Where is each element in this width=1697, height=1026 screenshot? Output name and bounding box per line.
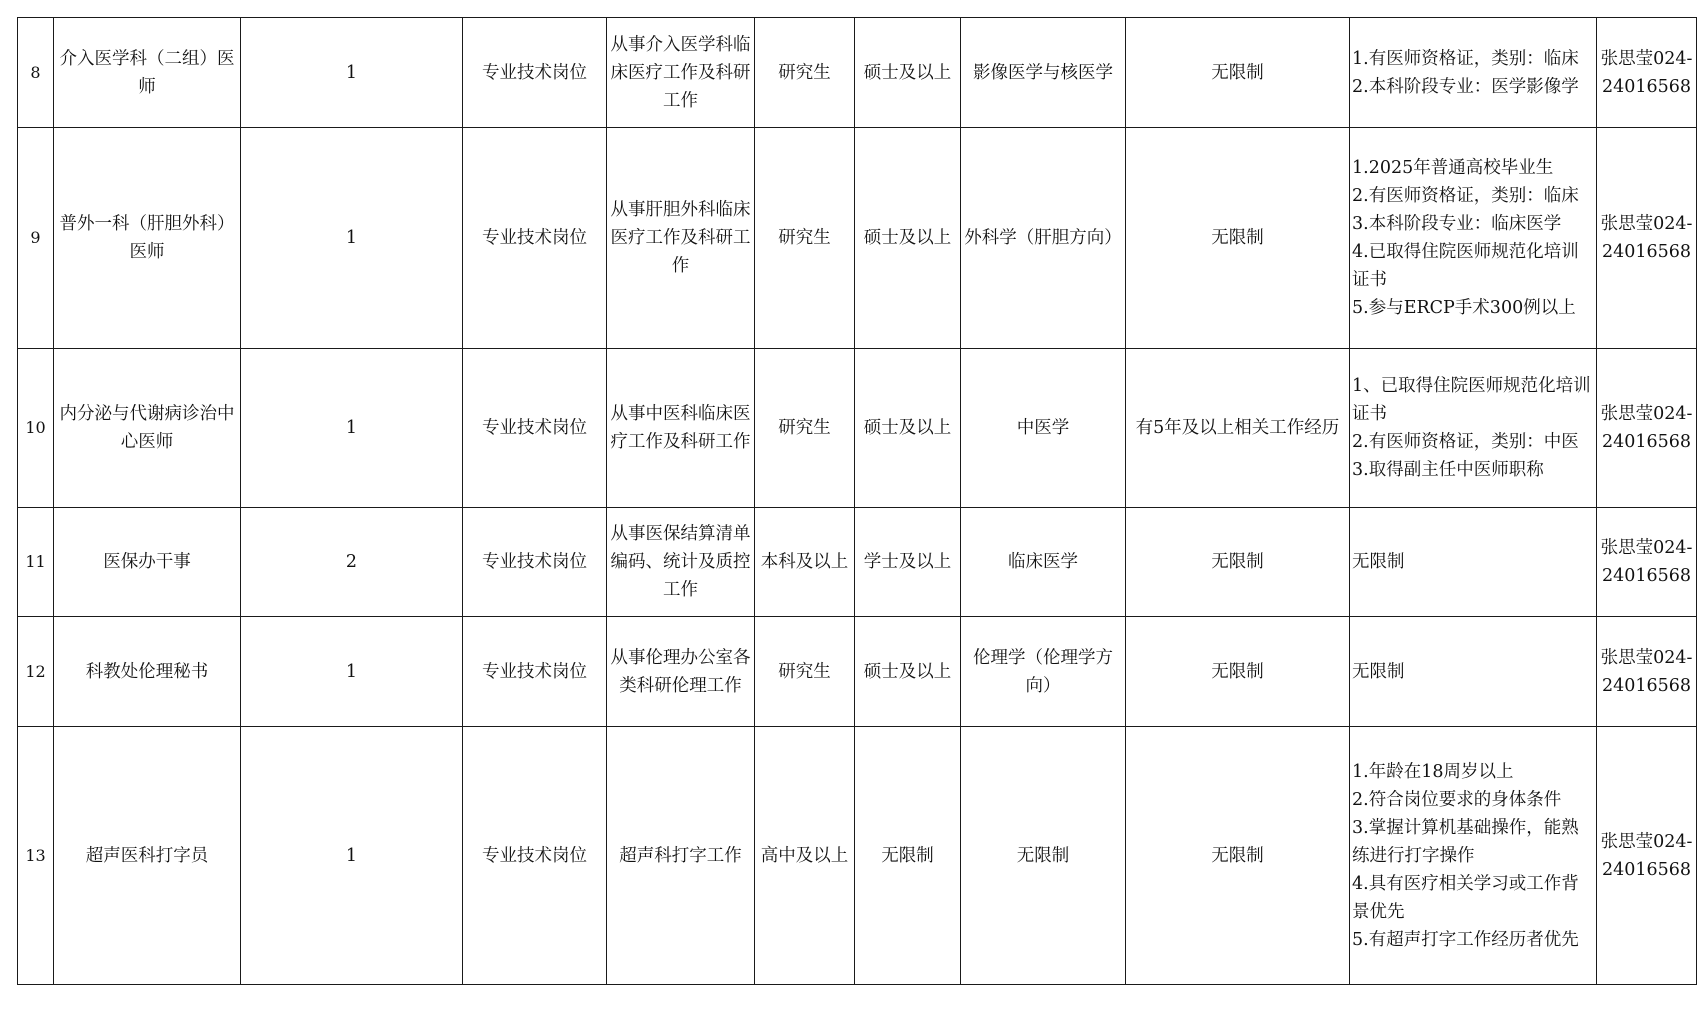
cell-number: 13 [18, 727, 54, 985]
cell-number: 10 [18, 349, 54, 508]
requirement-line: 5.参与ERCP手术300例以上 [1352, 298, 1576, 318]
requirement-line: 4.已取得住院医师规范化培训证书 [1352, 242, 1579, 290]
table-body [18, 18, 1697, 985]
cell-degree: 硕士及以上 [855, 128, 961, 349]
cell-education: 研究生 [755, 128, 855, 349]
cell-post-type: 专业技术岗位 [463, 128, 607, 349]
requirement-line: 2.有医师资格证，类别：临床 [1352, 186, 1579, 206]
cell-degree: 学士及以上 [855, 508, 961, 617]
table-row [18, 349, 1697, 508]
cell-count: 1 [241, 727, 463, 985]
requirement-line: 无限制 [1352, 661, 1405, 682]
cell-contact: 张思莹024-24016568 [1597, 18, 1697, 128]
requirement-line: 4.具有医疗相关学习或工作背景优先 [1352, 873, 1579, 922]
cell-requirements [1350, 128, 1597, 349]
cell-count: 1 [241, 128, 463, 349]
cell-degree: 硕士及以上 [855, 617, 961, 727]
requirement-line: 1.年龄在18周岁以上 [1352, 761, 1514, 782]
cell-contact: 张思莹024-24016568 [1597, 128, 1697, 349]
cell-duty: 从事肝胆外科临床医疗工作及科研工作 [607, 128, 755, 349]
requirement-line: 3.掌握计算机基础操作，能熟练进行打字操作 [1352, 817, 1579, 866]
requirement-line: 3.本科阶段专业：临床医学 [1352, 214, 1562, 234]
cell-count: 2 [241, 508, 463, 617]
cell-degree: 硕士及以上 [855, 18, 961, 128]
cell-contact: 张思莹024-24016568 [1597, 508, 1697, 617]
recruitment-table [17, 17, 1697, 985]
cell-post-name: 医保办干事 [54, 508, 241, 617]
cell-major: 中医学 [961, 349, 1126, 508]
cell-contact: 张思莹024-24016568 [1597, 349, 1697, 508]
cell-major: 伦理学（伦理学方向） [961, 617, 1126, 727]
table-row [18, 128, 1697, 349]
cell-contact: 张思莹024-24016568 [1597, 727, 1697, 985]
cell-major: 外科学（肝胆方向） [961, 128, 1126, 349]
requirement-line: 5.有超声打字工作经历者优先 [1352, 929, 1579, 950]
cell-education: 本科及以上 [755, 508, 855, 617]
requirement-line: 2.符合岗位要求的身体条件 [1352, 789, 1562, 810]
table-row [18, 18, 1697, 128]
cell-post-name: 科教处伦理秘书 [54, 617, 241, 727]
table-row [18, 727, 1697, 985]
requirement-line: 无限制 [1352, 552, 1405, 572]
table-row [18, 617, 1697, 727]
requirement-line: 2.有医师资格证，类别：中医 [1352, 432, 1579, 452]
cell-requirements [1350, 18, 1597, 128]
cell-requirements [1350, 617, 1597, 727]
cell-duty: 从事中医科临床医疗工作及科研工作 [607, 349, 755, 508]
cell-duty: 从事伦理办公室各类科研伦理工作 [607, 617, 755, 727]
cell-count: 1 [241, 349, 463, 508]
cell-experience: 无限制 [1126, 508, 1350, 617]
cell-post-type: 专业技术岗位 [463, 617, 607, 727]
cell-experience: 无限制 [1126, 18, 1350, 128]
cell-post-type: 专业技术岗位 [463, 508, 607, 617]
cell-education: 研究生 [755, 18, 855, 128]
cell-major: 影像医学与核医学 [961, 18, 1126, 128]
requirement-line: 1.有医师资格证，类别：临床 [1352, 48, 1579, 69]
cell-post-type: 专业技术岗位 [463, 349, 607, 508]
cell-count: 1 [241, 18, 463, 128]
cell-duty: 从事介入医学科临床医疗工作及科研工作 [607, 18, 755, 128]
cell-duty: 从事医保结算清单编码、统计及质控工作 [607, 508, 755, 617]
requirement-line: 1、已取得住院医师规范化培训证书 [1352, 376, 1591, 424]
cell-post-name: 内分泌与代谢病诊治中心医师 [54, 349, 241, 508]
table-row [18, 508, 1697, 617]
cell-experience: 有5年及以上相关工作经历 [1126, 349, 1350, 508]
cell-duty: 超声科打字工作 [607, 727, 755, 985]
cell-count: 1 [241, 617, 463, 727]
cell-post-name: 介入医学科（二组）医师 [54, 18, 241, 128]
cell-number: 9 [18, 128, 54, 349]
cell-education: 研究生 [755, 349, 855, 508]
requirement-line: 3.取得副主任中医师职称 [1352, 460, 1544, 480]
cell-post-name: 超声医科打字员 [54, 727, 241, 985]
cell-post-name: 普外一科（肝胆外科）医师 [54, 128, 241, 349]
cell-requirements [1350, 349, 1597, 508]
cell-education: 研究生 [755, 617, 855, 727]
cell-post-type: 专业技术岗位 [463, 727, 607, 985]
cell-contact: 张思莹024-24016568 [1597, 617, 1697, 727]
cell-major: 无限制 [961, 727, 1126, 985]
requirement-line: 1.2025年普通高校毕业生 [1352, 158, 1554, 178]
cell-degree: 硕士及以上 [855, 349, 961, 508]
cell-education: 高中及以上 [755, 727, 855, 985]
cell-major: 临床医学 [961, 508, 1126, 617]
cell-requirements [1350, 508, 1597, 617]
cell-number: 11 [18, 508, 54, 617]
cell-experience: 无限制 [1126, 727, 1350, 985]
cell-requirements [1350, 727, 1597, 985]
cell-post-type: 专业技术岗位 [463, 18, 607, 128]
cell-number: 12 [18, 617, 54, 727]
cell-experience: 无限制 [1126, 617, 1350, 727]
cell-experience: 无限制 [1126, 128, 1350, 349]
cell-degree: 无限制 [855, 727, 961, 985]
requirement-line: 2.本科阶段专业：医学影像学 [1352, 76, 1579, 97]
cell-number: 8 [18, 18, 54, 128]
